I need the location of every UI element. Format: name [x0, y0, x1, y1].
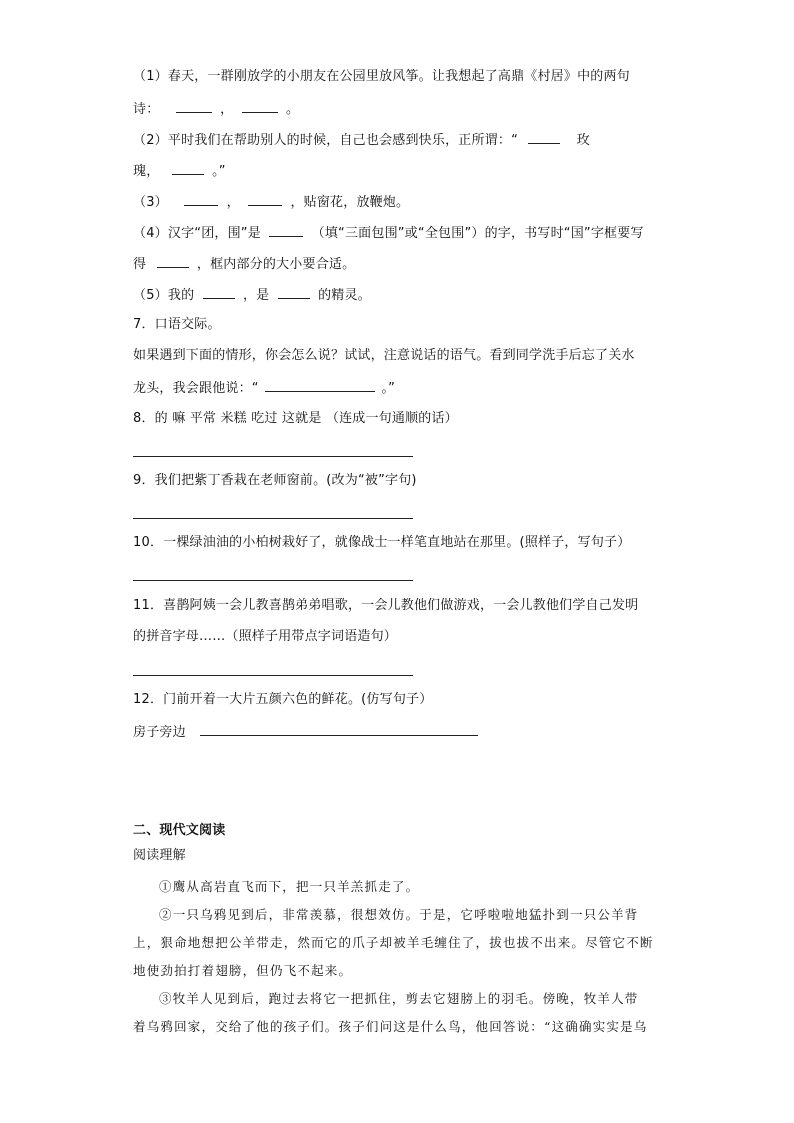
q7-title: 7．口语交际。 — [133, 317, 221, 332]
q6-item2-end: 玫 — [576, 133, 590, 148]
q11-line1: 11．喜鹊阿姨一会儿教喜鹊弟弟唱歌，一会儿教他们做游戏，一会儿教他们学自己发明 — [133, 598, 639, 613]
q7-line1: 如果遇到下面的情形，你会怎么说？试试，注意说话的语气。看到同学洗手后忘了关水 — [133, 348, 635, 363]
q7-prompt: 龙头，我会跟他说：“ — [133, 381, 259, 396]
q7-line2 — [133, 378, 395, 398]
q6-item3-blank2[interactable] — [248, 192, 282, 206]
q6-item5 — [133, 285, 371, 305]
q9-answer-line[interactable] — [133, 518, 413, 519]
q8-answer-line[interactable] — [133, 456, 413, 457]
reading-passage — [133, 873, 658, 1041]
q6-item3-label: （3） — [133, 195, 168, 210]
q12-answer-blank[interactable] — [200, 722, 478, 736]
q12-line — [133, 722, 482, 742]
q6-item4-blank2[interactable] — [157, 254, 189, 268]
passage-paragraph-2-line2: 上，狠命地想把公羊带走，然而它的爪子却被羊毛缠住了，拔也拔不出来。尽管它不断 — [133, 935, 654, 950]
passage-paragraph-2-line1: ②一只乌鸦见到后，非常羡慕，很想效仿。于是，它呼啦啦地猛扑到一只公羊背 — [159, 907, 639, 922]
q6-item3-end: ，贴窗花，放鞭炮。 — [290, 195, 410, 210]
q6-item4-blank1[interactable] — [269, 223, 303, 237]
q8-text: 8．的 嘛 平常 米糕 吃过 这就是 （连成一句通顺的话） — [133, 411, 458, 426]
q6-item5-blank1[interactable] — [203, 285, 235, 299]
q6-item1-line2 — [133, 99, 299, 119]
q9-text: 9．我们把紫丁香栽在老师窗前。(改为“被”字句) — [133, 473, 417, 488]
q6-item2-blank2[interactable] — [172, 161, 204, 175]
q6-item1-comma: ， — [220, 102, 234, 117]
q11-answer-line[interactable] — [133, 675, 413, 676]
passage-paragraph-3-line1: ③牧羊人见到后，跑过去将它一把抓住，剪去它翅膀上的羽毛。傍晚，牧羊人带 — [159, 991, 639, 1006]
passage-paragraph-2-line3: 地使劲拍打着翅膀，但仍飞不起来。 — [133, 963, 353, 978]
q6-item1-line1: （1）春天，一群刚放学的小朋友在公园里放风筝。让我想起了高鼎《村居》中的两句 — [133, 69, 630, 84]
q6-item3-blank1[interactable] — [184, 192, 218, 206]
q7-answer-blank[interactable] — [265, 378, 375, 392]
q6-item5-mid: ，是 — [242, 288, 270, 303]
q11-line2: 的拼音字母……（照样子用带点字词语造句） — [133, 629, 398, 644]
q6-item1-label: 诗： — [133, 102, 160, 117]
q6-item3-comma: ， — [226, 195, 240, 210]
q6-item4-line1 — [133, 223, 644, 243]
q10-text: 10．一棵绿油油的小柏树栽好了，就像战士一样笔直地站在那里。(照样子，写句子） — [133, 535, 631, 550]
q6-item5-end: 的精灵。 — [318, 288, 371, 303]
q6-item1-blank1[interactable] — [176, 99, 212, 113]
section-subheading: 阅读理解 — [133, 848, 186, 863]
q6-item4-end: ，框内部分的大小要合适。 — [196, 257, 356, 272]
q6-item5-blank2[interactable] — [278, 285, 310, 299]
q7-end: 。” — [381, 381, 396, 396]
q6-item5-text: （5）我的 — [133, 288, 195, 303]
q6-item2-line1 — [133, 130, 590, 150]
q12-prefix: 房子旁边 — [133, 725, 186, 740]
q6-item4-label2: 得 — [133, 257, 147, 272]
q12-text: 12．门前开着一大片五颜六色的鲜花。(仿写句子） — [133, 692, 433, 707]
q6-item1-period: 。 — [285, 102, 300, 117]
q10-answer-line[interactable] — [133, 580, 413, 581]
q6-item2-end2: 。” — [212, 164, 226, 179]
q6-item4-text2: （填“三面包围”或“全包围”）的字，书写时“国”字框要写 — [311, 226, 644, 241]
q6-item2-label2: 瑰， — [133, 164, 160, 179]
q6-item2-text: （2）平时我们在帮助别人的时候，自己也会感到快乐，正所谓：“ — [133, 133, 519, 148]
q6-item1-blank2[interactable] — [242, 99, 278, 113]
q6-item2-line2 — [133, 161, 226, 181]
q6-item2-blank1[interactable] — [528, 130, 560, 144]
passage-paragraph-1: ①鹰从高岩直飞而下，把一只羊羔抓走了。 — [159, 879, 420, 894]
passage-paragraph-3-line2: 着乌鸦回家，交给了他的孩子们。孩子们问这是什么鸟，他回答说：“这确确实实是乌 — [133, 1019, 648, 1034]
q6-item4-line2 — [133, 254, 355, 274]
q6-item4-text: （4）汉字“团，围”是 — [133, 226, 261, 241]
q6-item3 — [133, 192, 409, 212]
section-heading: 二、现代文阅读 — [133, 823, 226, 838]
